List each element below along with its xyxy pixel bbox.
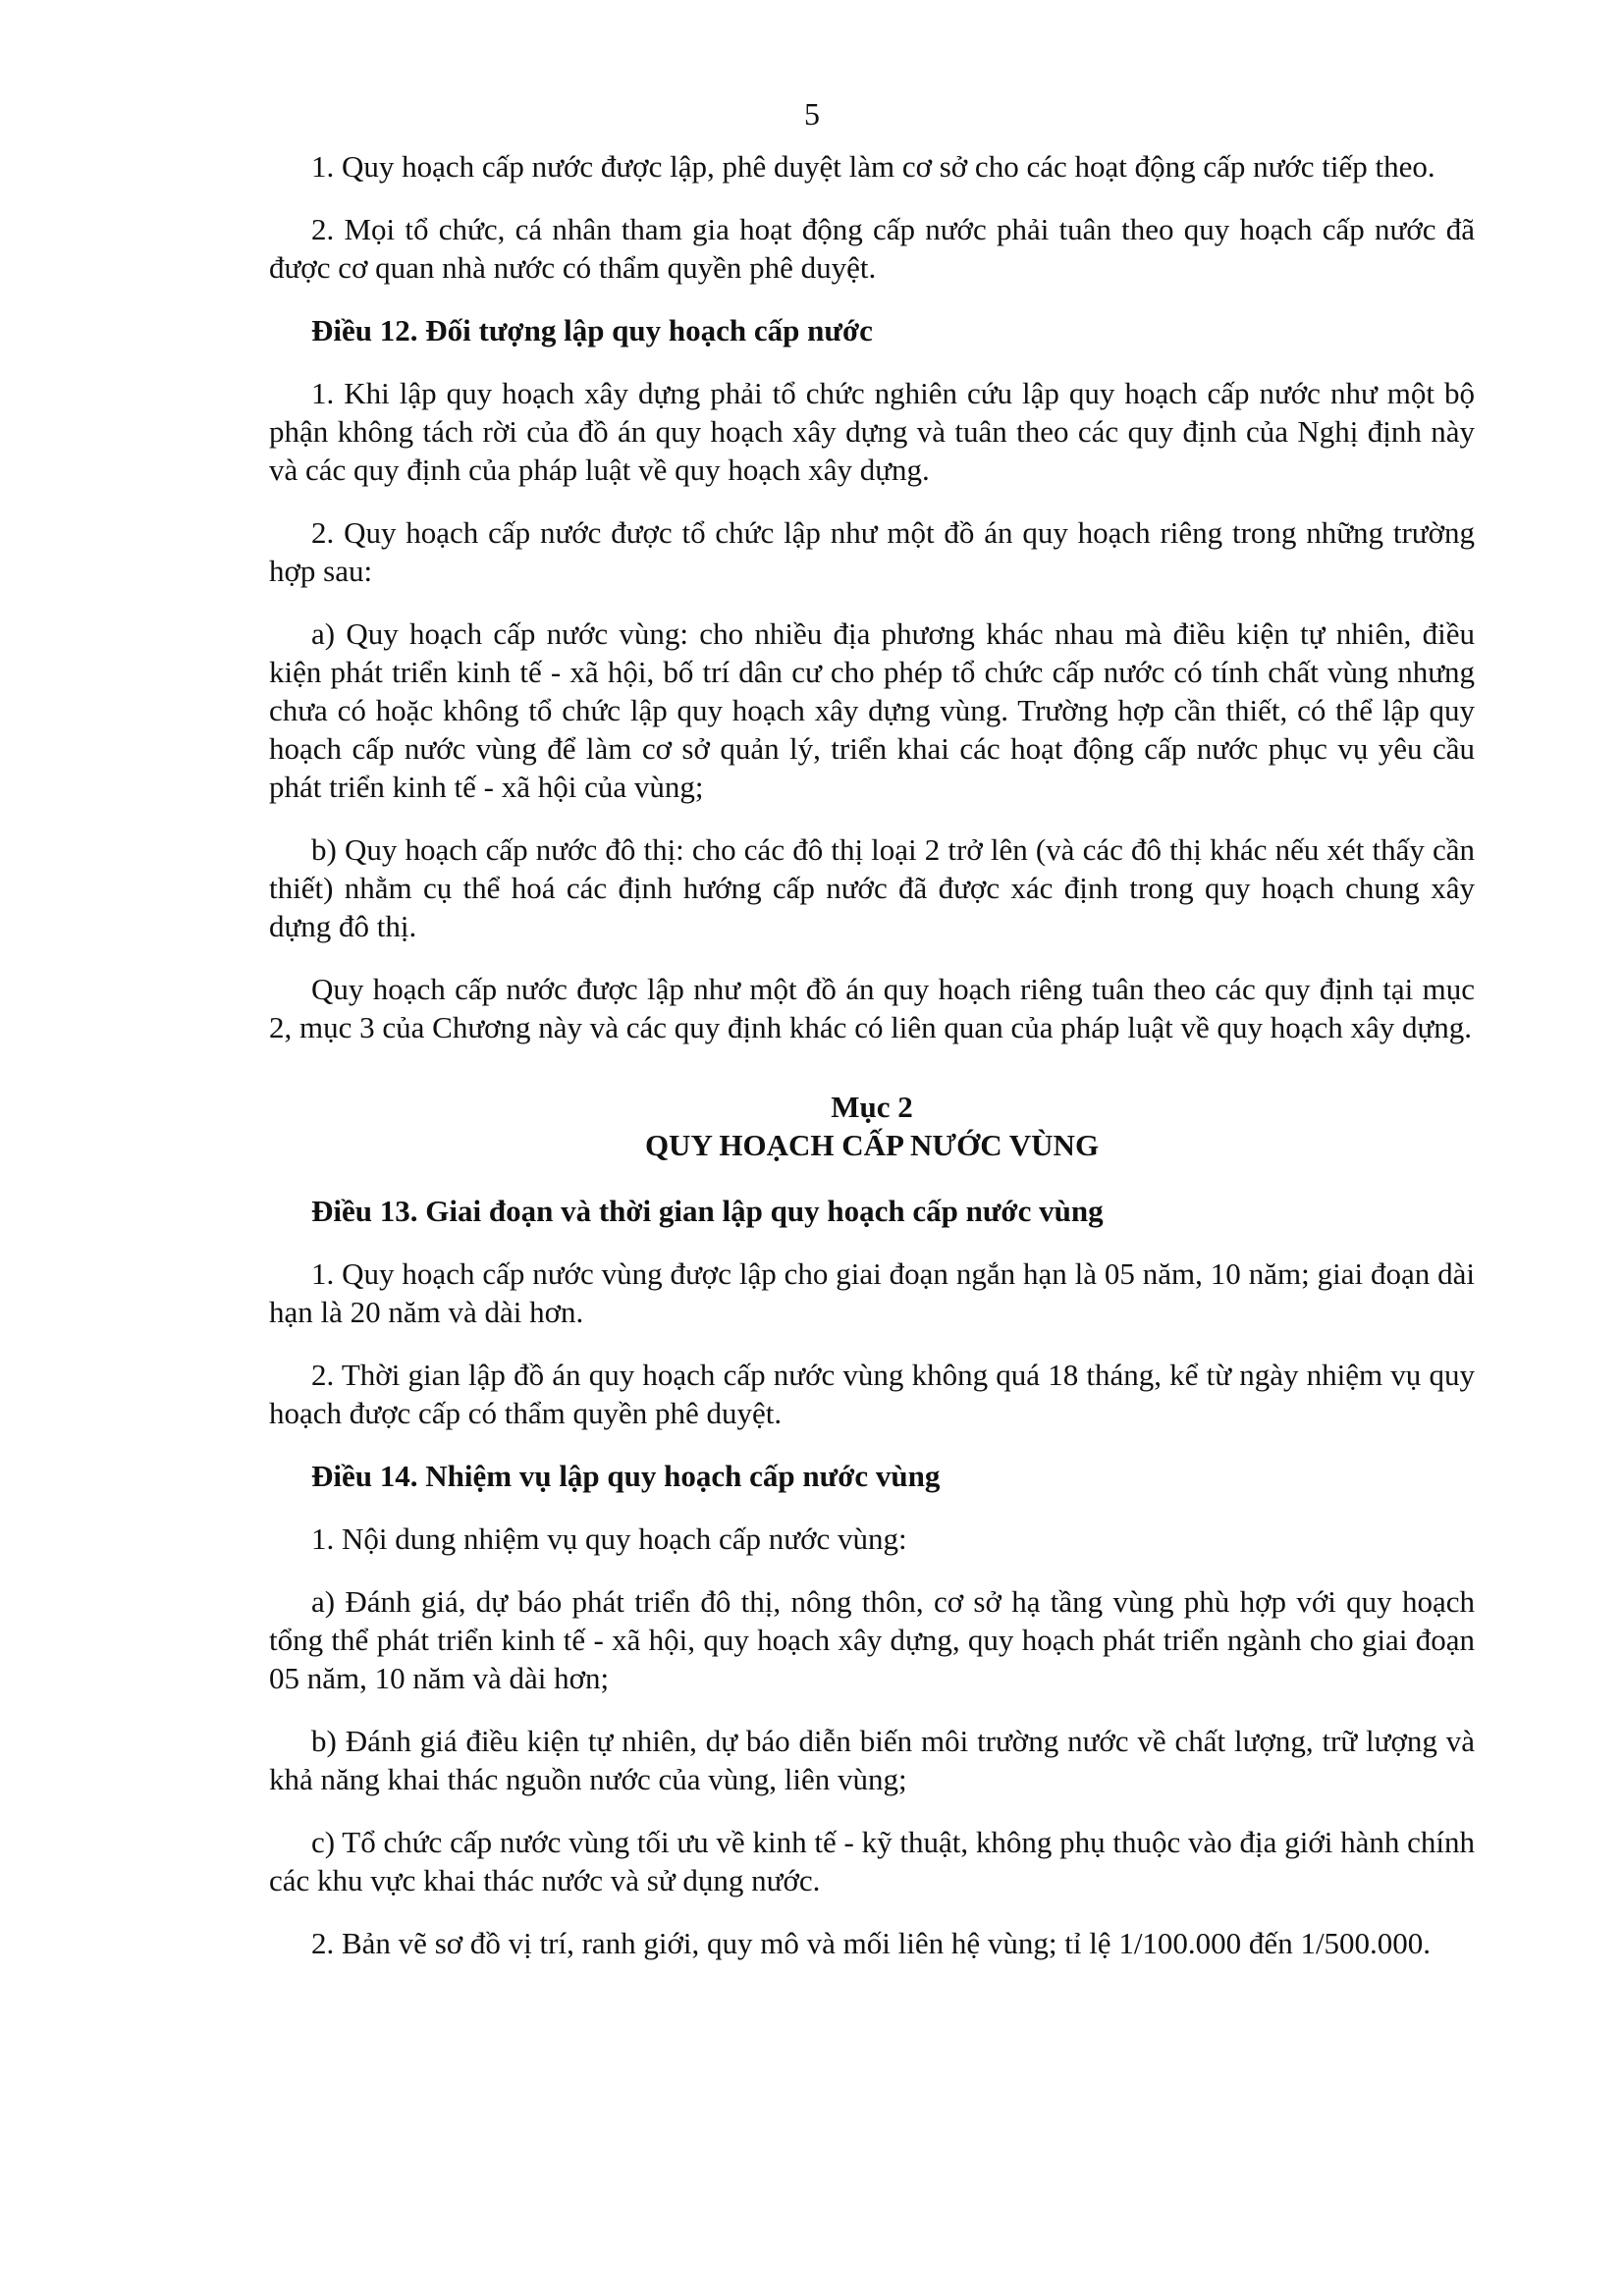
article-14-heading: Điều 14. Nhiệm vụ lập quy hoạch cấp nước vùng: [311, 1459, 941, 1493]
article-11-clause-1: 1. Quy hoạch cấp nước được lập, phê duyệt làm cơ sở cho các hoạt động cấp nước tiếp theo.: [311, 149, 1435, 184]
article-14-clause-1a: a) Đánh giá, dự báo phát triển đô thị, nông thôn, cơ sở hạ tầng vùng phù hợp với quy hoạch tổng thể phát triển kinh tế - xã hội, quy hoạch xây dựng, quy hoạch phát triển ngành cho giai đoạn 05 năm, 10 năm và dài hơn;: [269, 1584, 1475, 1695]
article-12-clause-1: 1. Khi lập quy hoạch xây dựng phải tổ chức nghiên cứu lập quy hoạch cấp nước như một bộ phận không tách rời của đồ án quy hoạch xây dựng và tuân theo các quy định của Nghị định này và các quy định của pháp luật về quy hoạch xây dựng.: [269, 376, 1475, 487]
page-number: 5: [804, 96, 820, 132]
article-14-clause-1: 1. Nội dung nhiệm vụ quy hoạch cấp nước vùng:: [311, 1522, 907, 1556]
document-body: [269, 147, 1475, 1987]
article-12-clause-2: 2. Quy hoạch cấp nước được tổ chức lập như một đồ án quy hoạch riêng trong những trường hợp sau:: [269, 515, 1475, 588]
article-13-clause-1: 1. Quy hoạch cấp nước vùng được lập cho giai đoạn ngắn hạn là 05 năm, 10 năm; giai đoạn dài hạn là 20 năm và dài hơn.: [269, 1256, 1475, 1329]
article-12-clause-2b: b) Quy hoạch cấp nước đô thị: cho các đô thị loại 2 trở lên (và các đô thị khác nếu xét thấy cần thiết) nhằm cụ thể hoá các định hướng cấp nước đã được xác định trong quy hoạch chung xây dựng đô thị.: [269, 832, 1475, 943]
article-12-heading: Điều 12. Đối tượng lập quy hoạch cấp nước: [311, 313, 873, 347]
article-13-heading: Điều 13. Giai đoạn và thời gian lập quy hoạch cấp nước vùng: [311, 1194, 1104, 1228]
article-12-clause-2a: a) Quy hoạch cấp nước vùng: cho nhiều địa phương khác nhau mà điều kiện tự nhiên, điều kiện phát triển kinh tế - xã hội, bố trí dân cư cho phép tổ chức cấp nước có tính chất vùng nhưng chưa có hoặc không tổ chức lập quy hoạch xây dựng vùng. Trường hợp cần thiết, có thể lập quy hoạch cấp nước vùng để làm cơ sở quản lý, triển khai các hoạt động cấp nước phục vụ yêu cầu phát triển kinh tế - xã hội của vùng;: [269, 616, 1475, 804]
article-14-clause-1b: b) Đánh giá điều kiện tự nhiên, dự báo diễn biến môi trường nước về chất lượng, trữ lượng và khả năng khai thác nguồn nước của vùng, liên vùng;: [269, 1724, 1475, 1796]
article-13-clause-2: 2. Thời gian lập đồ án quy hoạch cấp nước vùng không quá 18 tháng, kể từ ngày nhiệm vụ quy hoạch được cấp có thẩm quyền phê duyệt.: [269, 1358, 1475, 1430]
section-title: QUY HOẠCH CẤP NƯỚC VÙNG: [644, 1128, 1100, 1162]
section-label: Mục 2: [831, 1090, 913, 1124]
article-14-clause-1c: c) Tổ chức cấp nước vùng tối ưu về kinh tế - kỹ thuật, không phụ thuộc vào địa giới hành chính các khu vực khai thác nước và sử dụng nước.: [269, 1825, 1475, 1897]
article-14-clause-2: 2. Bản vẽ sơ đồ vị trí, ranh giới, quy mô và mối liên hệ vùng; tỉ lệ 1/100.000 đến 1/500.000.: [311, 1926, 1432, 1960]
article-12-closing: Quy hoạch cấp nước được lập như một đồ án quy hoạch riêng tuân theo các quy định tại mục 2, mục 3 của Chương này và các quy định khác có liên quan của pháp luật về quy hoạch xây dựng.: [269, 972, 1475, 1044]
article-11-clause-2: 2. Mọi tổ chức, cá nhân tham gia hoạt động cấp nước phải tuân theo quy hoạch cấp nước đã được cơ quan nhà nước có thẩm quyền phê duyệt.: [269, 212, 1475, 285]
